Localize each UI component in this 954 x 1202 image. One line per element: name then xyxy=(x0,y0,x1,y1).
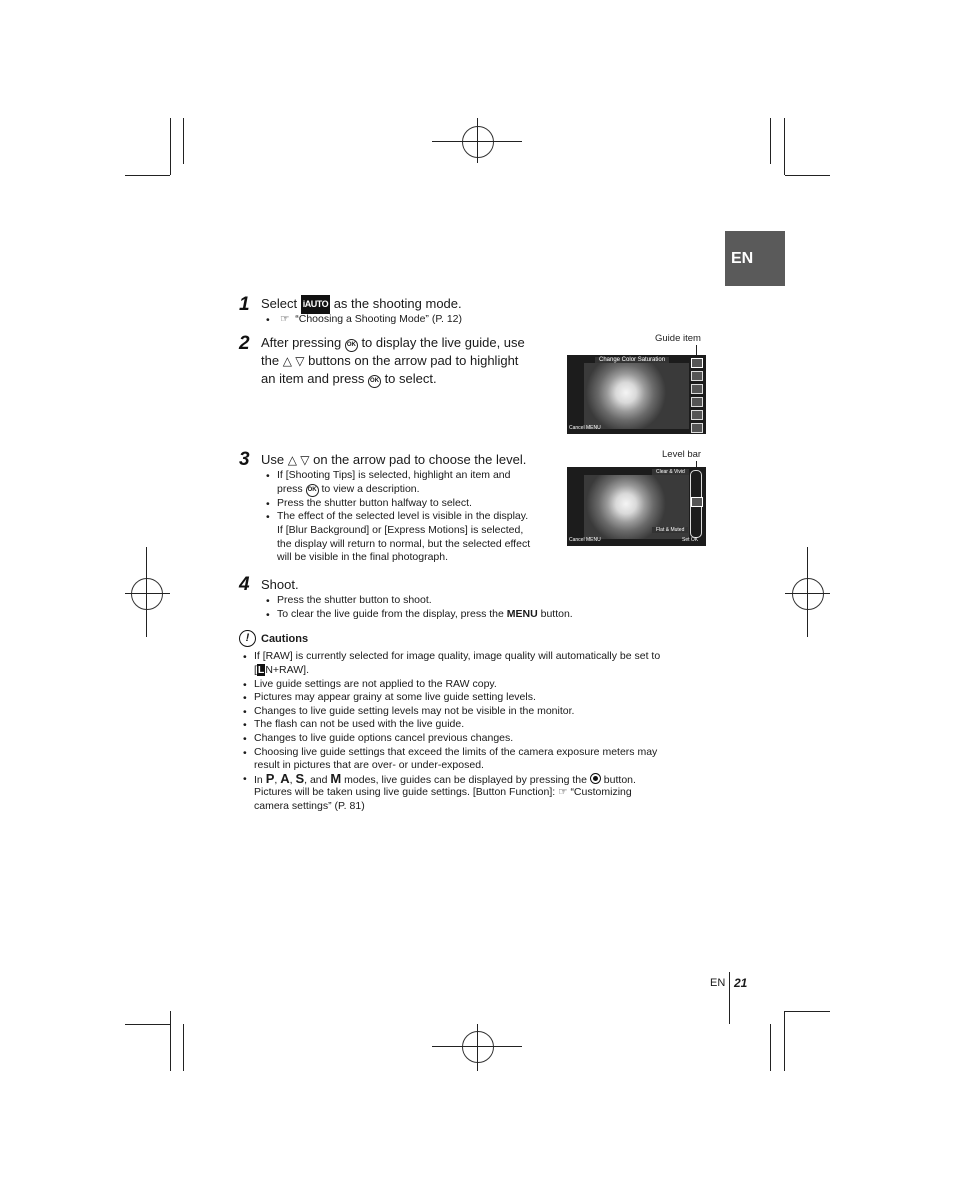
level-bar-caption: Level bar xyxy=(662,449,702,460)
ok-button-icon: OK xyxy=(345,339,358,352)
mode-a: A xyxy=(280,771,290,786)
level-thumb xyxy=(691,497,703,507)
guide-item-caption: Guide item xyxy=(655,333,701,344)
step-2-number: 2 xyxy=(239,333,250,354)
menu-button-label: MENU xyxy=(506,608,538,620)
guide-item-selected xyxy=(691,358,703,368)
step-2-text: After pressing OK to display the live guide, use the △ ▽ buttons on the arrow pad to highlight an item and press OK to select. xyxy=(261,335,525,386)
reference-hand-icon: ☞ xyxy=(558,786,568,798)
iauto-mode-icon: iAUTO xyxy=(301,295,330,314)
up-down-arrow-icon: △ ▽ xyxy=(287,453,310,467)
step-1-text: Select iAUTO as the shooting mode. xyxy=(261,295,462,314)
level-screen: Clear & Vivid Flat & Muted Cancel MENU Set OK xyxy=(567,467,706,546)
target-button-icon xyxy=(590,773,601,784)
reference-hand-icon: ☞ xyxy=(280,313,290,325)
step-1-bullet: ☞ “Choosing a Shooting Mode” (P. 12) xyxy=(280,313,463,325)
footer-lang: EN xyxy=(710,977,726,989)
ok-button-icon: OK xyxy=(368,375,381,388)
mode-m: M xyxy=(330,771,342,786)
page-number: 21 xyxy=(734,976,748,990)
step-3-text: Use △ ▽ on the arrow pad to choose the level. xyxy=(261,452,527,467)
guide-screen: Change Color Saturation Cancel MENU xyxy=(567,355,706,434)
cautions-title: Cautions xyxy=(261,633,309,645)
step-1-number: 1 xyxy=(239,294,250,315)
mode-p: P xyxy=(265,771,275,786)
step-4-text: Shoot. xyxy=(261,577,299,592)
step-3-number: 3 xyxy=(239,449,250,470)
step-4-number: 4 xyxy=(239,574,250,595)
language-tab: EN xyxy=(725,231,785,286)
ok-button-icon: OK xyxy=(306,484,319,497)
up-down-arrow-icon: △ ▽ xyxy=(282,354,305,368)
flower-photo xyxy=(584,363,689,429)
mode-s: S xyxy=(295,771,305,786)
caution-icon: ! xyxy=(239,630,256,647)
large-quality-icon: L xyxy=(257,664,265,676)
